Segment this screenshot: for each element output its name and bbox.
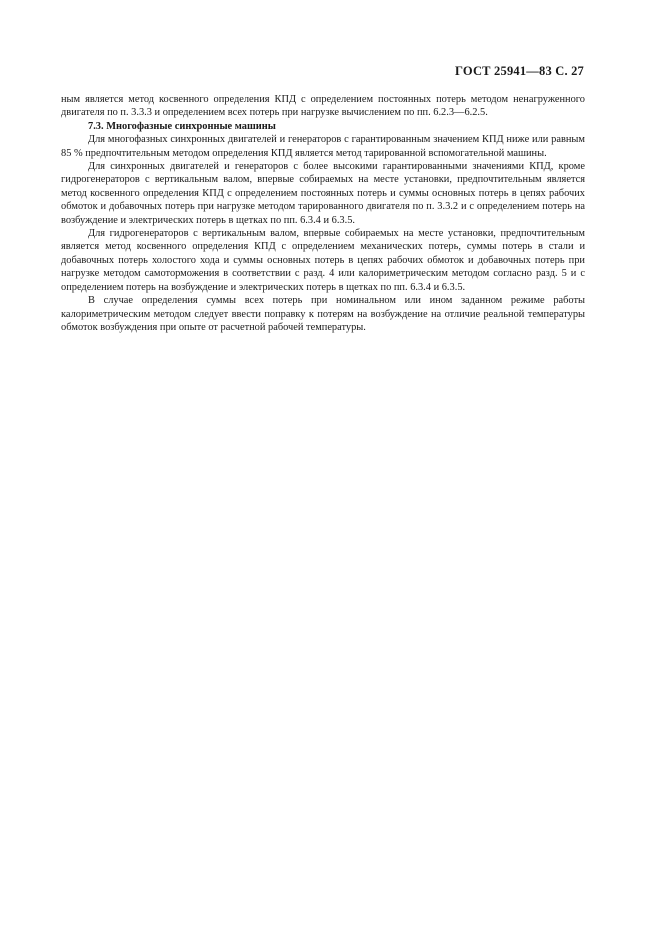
section-title: Многофазные синхронные машины [106,120,276,132]
paragraph-continuation: ным является метод косвенного определения КПД с определением постоянных потерь методом ненагруженного двигателя по п. 3.3.3 и определением всех потерь при нагрузке вычислением по пп. 6.2.3—6.2.5. [61,94,585,119]
paragraph: Для гидрогенераторов с вертикальным валом, впервые собираемых на месте установки, предпочтительным является метод косвенного определения КПД с определением механических потерь, суммы потерь в стали и добавочных потерь холостого хода и суммы основных потерь в цепях рабочих обмоток и добавочных потерь при нагрузке методом самоторможения в соответствии с разд. 4 или калориметрическим методом согласно разд. 5 и с определением потерь на возбуждение и электрических потерь в щетках по пп. 6.3.4 и 6.3.5. [61,228,585,293]
document-body [61,93,585,334]
paragraph: Для синхронных двигателей и генераторов с более высокими гарантированными значениями КПД, кроме гидрогенераторов с вертикальным валом, впервые собираемых на месте установки, предпочтительным является метод косвенного определения КПД с определением постоянных потерь и суммы основных потерь в цепях рабочих обмоток и добавочных потерь при нагрузке методом тарированного двигателя по п. 3.3.2 и с определением потерь на возбуждение и электрических потерь в щетках по пп. 6.3.4 и 6.3.5. [61,161,585,226]
paragraph: В случае определения суммы всех потерь при номинальном или ином заданном режиме работы калориметрическим методом следует ввести поправку к потерям на возбуждение на отличие реальной температуры обмоток возбуждения при опыте от расчетной рабочей температуры. [61,295,585,333]
paragraph: Для многофазных синхронных двигателей и генераторов с гарантированным значением КПД ниже или равным 85 % предпочтительным методом определения КПД является метод тарированной вспомогательной машины. [61,134,585,159]
section-heading [61,120,585,133]
section-number: 7.3. [88,120,104,132]
standard-reference: ГОСТ 25941—83 С. 27 [455,64,584,78]
page-header [455,64,584,79]
